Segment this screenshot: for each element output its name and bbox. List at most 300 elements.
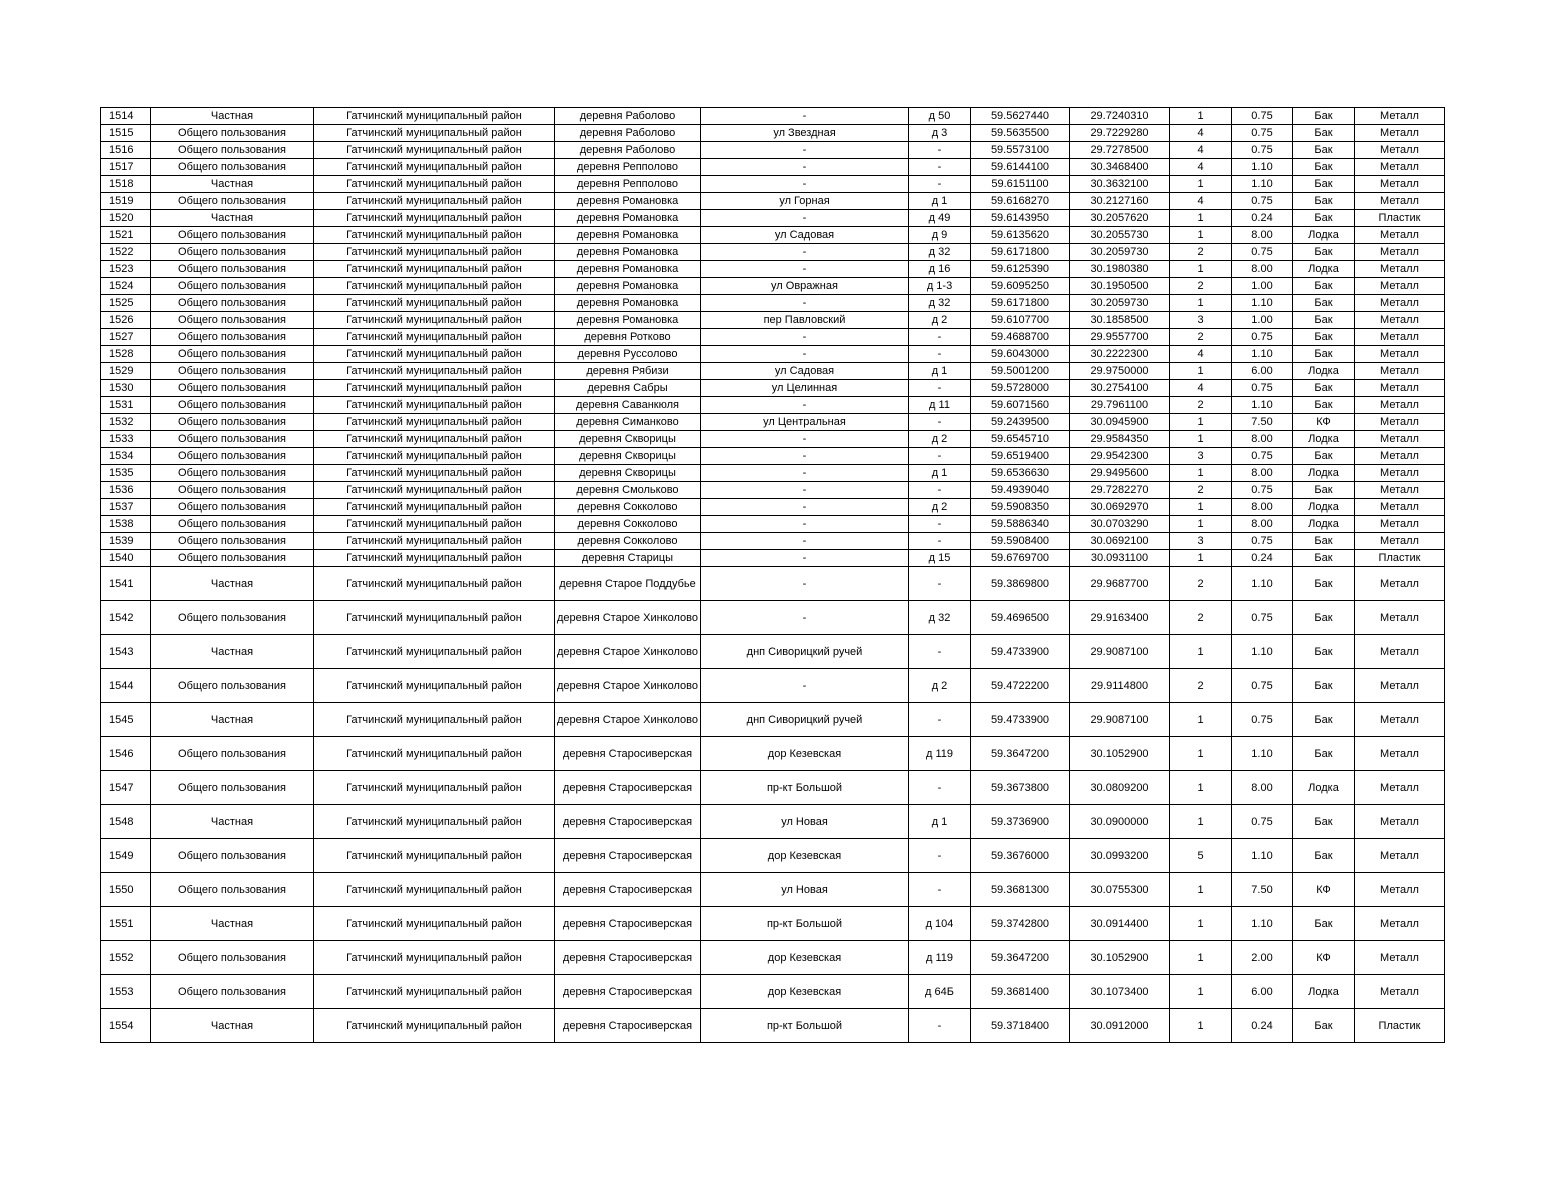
cell-settlement: деревня Старое Хинколово — [555, 601, 701, 635]
cell-container-volume: 8.00 — [1232, 261, 1293, 278]
cell-settlement: деревня Смольково — [555, 482, 701, 499]
cell-district: Гатчинский муниципальный район — [314, 567, 555, 601]
cell-ownership-type: Общего пользования — [151, 159, 314, 176]
cell-container-count: 4 — [1170, 159, 1232, 176]
cell-row-number: 1554 — [101, 1009, 151, 1043]
cell-container-count: 1 — [1170, 431, 1232, 448]
cell-ownership-type: Частная — [151, 907, 314, 941]
cell-container-type: Лодка — [1293, 261, 1355, 278]
cell-container-type: Лодка — [1293, 227, 1355, 244]
cell-row-number: 1548 — [101, 805, 151, 839]
cell-container-type: Бак — [1293, 125, 1355, 142]
table-row — [101, 482, 1445, 499]
cell-latitude: 59.6536630 — [971, 465, 1070, 482]
cell-row-number: 1531 — [101, 397, 151, 414]
cell-house-number: д 16 — [909, 261, 971, 278]
cell-longitude: 30.2127160 — [1070, 193, 1170, 210]
cell-ownership-type: Общего пользования — [151, 244, 314, 261]
cell-district: Гатчинский муниципальный район — [314, 261, 555, 278]
cell-container-volume: 6.00 — [1232, 975, 1293, 1009]
cell-longitude: 30.0931100 — [1070, 550, 1170, 567]
cell-settlement: деревня Ротково — [555, 329, 701, 346]
cell-container-type: Бак — [1293, 244, 1355, 261]
cell-ownership-type: Общего пользования — [151, 142, 314, 159]
cell-street: - — [701, 397, 909, 414]
cell-row-number: 1520 — [101, 210, 151, 227]
cell-street: ул Новая — [701, 873, 909, 907]
cell-street: - — [701, 465, 909, 482]
cell-ownership-type: Общего пользования — [151, 431, 314, 448]
cell-longitude: 30.1073400 — [1070, 975, 1170, 1009]
cell-house-number: д 2 — [909, 312, 971, 329]
cell-container-type: Бак — [1293, 737, 1355, 771]
cell-row-number: 1542 — [101, 601, 151, 635]
cell-container-volume: 0.75 — [1232, 142, 1293, 159]
cell-settlement: деревня Старое Хинколово — [555, 703, 701, 737]
cell-district: Гатчинский муниципальный район — [314, 839, 555, 873]
cell-street: ул Звездная — [701, 125, 909, 142]
cell-container-material: Металл — [1355, 839, 1445, 873]
cell-latitude: 59.3673800 — [971, 771, 1070, 805]
cell-ownership-type: Частная — [151, 108, 314, 125]
cell-container-type: Бак — [1293, 312, 1355, 329]
cell-container-count: 3 — [1170, 448, 1232, 465]
cell-house-number: д 1 — [909, 805, 971, 839]
cell-settlement: деревня Старосиверская — [555, 737, 701, 771]
cell-latitude: 59.2439500 — [971, 414, 1070, 431]
cell-house-number: д 104 — [909, 907, 971, 941]
cell-longitude: 30.1052900 — [1070, 737, 1170, 771]
cell-street: - — [701, 431, 909, 448]
cell-ownership-type: Общего пользования — [151, 975, 314, 1009]
cell-ownership-type: Общего пользования — [151, 414, 314, 431]
cell-settlement: деревня Романовка — [555, 244, 701, 261]
cell-street: - — [701, 601, 909, 635]
cell-container-count: 1 — [1170, 941, 1232, 975]
cell-row-number: 1540 — [101, 550, 151, 567]
cell-row-number: 1529 — [101, 363, 151, 380]
cell-house-number: д 1-3 — [909, 278, 971, 295]
cell-street: - — [701, 108, 909, 125]
cell-container-type: Бак — [1293, 210, 1355, 227]
cell-street: днп Сиворицкий ручей — [701, 635, 909, 669]
cell-street: пер Павловский — [701, 312, 909, 329]
cell-container-material: Металл — [1355, 516, 1445, 533]
cell-container-volume: 1.10 — [1232, 737, 1293, 771]
cell-district: Гатчинский муниципальный район — [314, 499, 555, 516]
cell-settlement: деревня Старое Хинколово — [555, 669, 701, 703]
cell-container-material: Металл — [1355, 975, 1445, 1009]
cell-row-number: 1546 — [101, 737, 151, 771]
cell-street: - — [701, 329, 909, 346]
cell-ownership-type: Частная — [151, 635, 314, 669]
table-row — [101, 465, 1445, 482]
cell-row-number: 1514 — [101, 108, 151, 125]
cell-latitude: 59.5635500 — [971, 125, 1070, 142]
cell-settlement: деревня Сокколово — [555, 516, 701, 533]
cell-house-number: - — [909, 159, 971, 176]
cell-row-number: 1545 — [101, 703, 151, 737]
cell-container-volume: 1.10 — [1232, 397, 1293, 414]
cell-district: Гатчинский муниципальный район — [314, 873, 555, 907]
cell-container-type: Лодка — [1293, 975, 1355, 1009]
table-row — [101, 176, 1445, 193]
cell-latitude: 59.5886340 — [971, 516, 1070, 533]
cell-settlement: деревня Раболово — [555, 125, 701, 142]
cell-container-material: Металл — [1355, 125, 1445, 142]
cell-longitude: 29.9542300 — [1070, 448, 1170, 465]
cell-row-number: 1534 — [101, 448, 151, 465]
cell-ownership-type: Общего пользования — [151, 941, 314, 975]
cell-house-number: д 2 — [909, 669, 971, 703]
cell-district: Гатчинский муниципальный район — [314, 176, 555, 193]
cell-row-number: 1553 — [101, 975, 151, 1009]
table-row — [101, 193, 1445, 210]
cell-longitude: 29.9687700 — [1070, 567, 1170, 601]
cell-district: Гатчинский муниципальный район — [314, 737, 555, 771]
cell-street: - — [701, 482, 909, 499]
cell-row-number: 1551 — [101, 907, 151, 941]
cell-container-type: Бак — [1293, 839, 1355, 873]
cell-row-number: 1515 — [101, 125, 151, 142]
cell-longitude: 29.9750000 — [1070, 363, 1170, 380]
cell-latitude: 59.4688700 — [971, 329, 1070, 346]
cell-container-material: Металл — [1355, 941, 1445, 975]
cell-district: Гатчинский муниципальный район — [314, 125, 555, 142]
cell-house-number: - — [909, 414, 971, 431]
table-row — [101, 669, 1445, 703]
cell-container-material: Металл — [1355, 380, 1445, 397]
cell-row-number: 1522 — [101, 244, 151, 261]
cell-longitude: 29.9495600 — [1070, 465, 1170, 482]
cell-container-count: 1 — [1170, 635, 1232, 669]
cell-container-volume: 0.75 — [1232, 601, 1293, 635]
cell-settlement: деревня Руссолово — [555, 346, 701, 363]
cell-latitude: 59.4733900 — [971, 703, 1070, 737]
cell-container-count: 2 — [1170, 567, 1232, 601]
cell-ownership-type: Общего пользования — [151, 397, 314, 414]
cell-container-type: Бак — [1293, 278, 1355, 295]
cell-container-type: Бак — [1293, 669, 1355, 703]
cell-house-number: д 119 — [909, 941, 971, 975]
cell-latitude: 59.6107700 — [971, 312, 1070, 329]
cell-district: Гатчинский муниципальный район — [314, 907, 555, 941]
cell-container-volume: 0.75 — [1232, 125, 1293, 142]
cell-container-volume: 1.10 — [1232, 176, 1293, 193]
cell-longitude: 30.2055730 — [1070, 227, 1170, 244]
cell-district: Гатчинский муниципальный район — [314, 414, 555, 431]
cell-house-number: - — [909, 635, 971, 669]
cell-street: - — [701, 159, 909, 176]
cell-row-number: 1533 — [101, 431, 151, 448]
cell-ownership-type: Общего пользования — [151, 363, 314, 380]
cell-settlement: деревня Рябизи — [555, 363, 701, 380]
cell-container-type: Лодка — [1293, 431, 1355, 448]
cell-row-number: 1543 — [101, 635, 151, 669]
cell-district: Гатчинский муниципальный район — [314, 550, 555, 567]
cell-settlement: деревня Старое Хинколово — [555, 635, 701, 669]
cell-row-number: 1525 — [101, 295, 151, 312]
cell-container-material: Металл — [1355, 329, 1445, 346]
cell-container-material: Металл — [1355, 312, 1445, 329]
cell-settlement: деревня Романовка — [555, 278, 701, 295]
cell-settlement: деревня Романовка — [555, 261, 701, 278]
cell-container-material: Пластик — [1355, 210, 1445, 227]
cell-container-type: Бак — [1293, 635, 1355, 669]
cell-street: - — [701, 567, 909, 601]
cell-container-type: Бак — [1293, 142, 1355, 159]
cell-container-volume: 7.50 — [1232, 873, 1293, 907]
cell-street: дор Кезевская — [701, 975, 909, 1009]
cell-latitude: 59.4696500 — [971, 601, 1070, 635]
table-row — [101, 975, 1445, 1009]
cell-ownership-type: Общего пользования — [151, 278, 314, 295]
cell-house-number: - — [909, 567, 971, 601]
cell-container-count: 1 — [1170, 805, 1232, 839]
cell-longitude: 30.0945900 — [1070, 414, 1170, 431]
cell-container-volume: 1.00 — [1232, 312, 1293, 329]
cell-house-number: д 64Б — [909, 975, 971, 1009]
cell-longitude: 29.9163400 — [1070, 601, 1170, 635]
cell-container-volume: 8.00 — [1232, 465, 1293, 482]
cell-street: ул Целинная — [701, 380, 909, 397]
cell-street: дор Кезевская — [701, 839, 909, 873]
cell-ownership-type: Общего пользования — [151, 499, 314, 516]
cell-house-number: д 50 — [909, 108, 971, 125]
cell-house-number: д 1 — [909, 193, 971, 210]
cell-street: - — [701, 295, 909, 312]
cell-container-material: Металл — [1355, 295, 1445, 312]
cell-container-volume: 0.75 — [1232, 703, 1293, 737]
cell-container-material: Металл — [1355, 193, 1445, 210]
cell-container-count: 4 — [1170, 380, 1232, 397]
cell-district: Гатчинский муниципальный район — [314, 159, 555, 176]
cell-latitude: 59.3676000 — [971, 839, 1070, 873]
cell-ownership-type: Частная — [151, 805, 314, 839]
cell-container-material: Металл — [1355, 771, 1445, 805]
cell-ownership-type: Общего пользования — [151, 227, 314, 244]
cell-longitude: 29.7229280 — [1070, 125, 1170, 142]
table-row — [101, 295, 1445, 312]
cell-longitude: 30.1858500 — [1070, 312, 1170, 329]
cell-container-volume: 1.10 — [1232, 635, 1293, 669]
cell-street: дор Кезевская — [701, 737, 909, 771]
cell-settlement: деревня Старосиверская — [555, 805, 701, 839]
cell-street: днп Сиворицкий ручей — [701, 703, 909, 737]
cell-container-material: Пластик — [1355, 1009, 1445, 1043]
cell-street: - — [701, 550, 909, 567]
cell-container-material: Металл — [1355, 499, 1445, 516]
table-row — [101, 703, 1445, 737]
cell-container-material: Металл — [1355, 227, 1445, 244]
cell-district: Гатчинский муниципальный район — [314, 397, 555, 414]
cell-container-count: 1 — [1170, 975, 1232, 1009]
cell-ownership-type: Общего пользования — [151, 125, 314, 142]
cell-house-number: - — [909, 482, 971, 499]
cell-latitude: 59.4733900 — [971, 635, 1070, 669]
cell-ownership-type: Общего пользования — [151, 839, 314, 873]
cell-district: Гатчинский муниципальный район — [314, 278, 555, 295]
cell-latitude: 59.6151100 — [971, 176, 1070, 193]
cell-container-type: Бак — [1293, 805, 1355, 839]
cell-latitude: 59.5001200 — [971, 363, 1070, 380]
cell-container-type: Бак — [1293, 550, 1355, 567]
cell-house-number: - — [909, 516, 971, 533]
cell-house-number: - — [909, 771, 971, 805]
cell-container-type: Бак — [1293, 397, 1355, 414]
cell-longitude: 29.9087100 — [1070, 703, 1170, 737]
cell-settlement: деревня Старое Поддубье — [555, 567, 701, 601]
cell-container-material: Металл — [1355, 873, 1445, 907]
cell-district: Гатчинский муниципальный район — [314, 346, 555, 363]
cell-ownership-type: Общего пользования — [151, 550, 314, 567]
cell-house-number: д 32 — [909, 601, 971, 635]
cell-container-material: Металл — [1355, 159, 1445, 176]
cell-latitude: 59.5627440 — [971, 108, 1070, 125]
cell-container-volume: 0.75 — [1232, 669, 1293, 703]
cell-container-count: 5 — [1170, 839, 1232, 873]
cell-settlement: деревня Скворицы — [555, 448, 701, 465]
cell-street: - — [701, 142, 909, 159]
cell-container-volume: 1.10 — [1232, 907, 1293, 941]
table-row — [101, 414, 1445, 431]
cell-longitude: 29.7282270 — [1070, 482, 1170, 499]
cell-settlement: деревня Раболово — [555, 108, 701, 125]
cell-ownership-type: Общего пользования — [151, 193, 314, 210]
cell-district: Гатчинский муниципальный район — [314, 1009, 555, 1043]
cell-row-number: 1528 — [101, 346, 151, 363]
cell-district: Гатчинский муниципальный район — [314, 448, 555, 465]
cell-house-number: - — [909, 839, 971, 873]
cell-latitude: 59.5908400 — [971, 533, 1070, 550]
cell-house-number: - — [909, 703, 971, 737]
cell-street: - — [701, 448, 909, 465]
cell-settlement: деревня Старицы — [555, 550, 701, 567]
table-row — [101, 550, 1445, 567]
cell-district: Гатчинский муниципальный район — [314, 771, 555, 805]
cell-longitude: 29.7961100 — [1070, 397, 1170, 414]
cell-longitude: 30.0755300 — [1070, 873, 1170, 907]
cell-container-material: Металл — [1355, 737, 1445, 771]
cell-settlement: деревня Старосиверская — [555, 907, 701, 941]
cell-house-number: - — [909, 329, 971, 346]
cell-settlement: деревня Сабры — [555, 380, 701, 397]
cell-container-volume: 0.75 — [1232, 108, 1293, 125]
table-row — [101, 108, 1445, 125]
cell-container-count: 2 — [1170, 482, 1232, 499]
cell-container-count: 1 — [1170, 550, 1232, 567]
cell-district: Гатчинский муниципальный район — [314, 516, 555, 533]
cell-ownership-type: Общего пользования — [151, 533, 314, 550]
cell-settlement: деревня Старосиверская — [555, 941, 701, 975]
cell-row-number: 1524 — [101, 278, 151, 295]
cell-street: ул Новая — [701, 805, 909, 839]
cell-street: пр-кт Большой — [701, 907, 909, 941]
cell-ownership-type: Частная — [151, 703, 314, 737]
cell-house-number: - — [909, 873, 971, 907]
cell-settlement: деревня Старосиверская — [555, 1009, 701, 1043]
cell-house-number: д 49 — [909, 210, 971, 227]
cell-container-material: Пластик — [1355, 550, 1445, 567]
cell-longitude: 29.9557700 — [1070, 329, 1170, 346]
cell-container-type: Бак — [1293, 482, 1355, 499]
cell-container-count: 1 — [1170, 907, 1232, 941]
cell-container-volume: 0.75 — [1232, 329, 1293, 346]
data-table — [100, 107, 1445, 1043]
cell-ownership-type: Общего пользования — [151, 669, 314, 703]
cell-ownership-type: Общего пользования — [151, 261, 314, 278]
cell-container-type: Бак — [1293, 907, 1355, 941]
cell-district: Гатчинский муниципальный район — [314, 295, 555, 312]
table-row — [101, 397, 1445, 414]
table-row — [101, 873, 1445, 907]
cell-container-volume: 8.00 — [1232, 516, 1293, 533]
cell-settlement: деревня Сокколово — [555, 499, 701, 516]
cell-district: Гатчинский муниципальный район — [314, 533, 555, 550]
cell-longitude: 30.3632100 — [1070, 176, 1170, 193]
cell-container-material: Металл — [1355, 601, 1445, 635]
cell-latitude: 59.3681300 — [971, 873, 1070, 907]
cell-longitude: 30.0692100 — [1070, 533, 1170, 550]
cell-house-number: - — [909, 176, 971, 193]
cell-container-count: 4 — [1170, 346, 1232, 363]
cell-container-type: КФ — [1293, 414, 1355, 431]
cell-container-material: Металл — [1355, 278, 1445, 295]
cell-longitude: 30.2059730 — [1070, 244, 1170, 261]
cell-house-number: - — [909, 380, 971, 397]
cell-container-count: 1 — [1170, 227, 1232, 244]
cell-container-count: 4 — [1170, 142, 1232, 159]
cell-house-number: - — [909, 346, 971, 363]
cell-container-count: 1 — [1170, 363, 1232, 380]
cell-settlement: деревня Романовка — [555, 295, 701, 312]
cell-container-count: 1 — [1170, 737, 1232, 771]
cell-street: - — [701, 499, 909, 516]
cell-container-type: Бак — [1293, 108, 1355, 125]
cell-row-number: 1517 — [101, 159, 151, 176]
cell-ownership-type: Общего пользования — [151, 312, 314, 329]
cell-container-volume: 8.00 — [1232, 499, 1293, 516]
cell-settlement: деревня Романовка — [555, 312, 701, 329]
table-row — [101, 1009, 1445, 1043]
cell-container-type: Бак — [1293, 295, 1355, 312]
cell-container-material: Металл — [1355, 669, 1445, 703]
cell-latitude: 59.3742800 — [971, 907, 1070, 941]
cell-street: - — [701, 533, 909, 550]
table-row — [101, 805, 1445, 839]
cell-container-volume: 1.10 — [1232, 159, 1293, 176]
cell-container-volume: 0.24 — [1232, 210, 1293, 227]
cell-longitude: 30.0900000 — [1070, 805, 1170, 839]
cell-ownership-type: Общего пользования — [151, 329, 314, 346]
table-row — [101, 142, 1445, 159]
cell-latitude: 59.3647200 — [971, 737, 1070, 771]
cell-ownership-type: Частная — [151, 176, 314, 193]
cell-container-type: Бак — [1293, 159, 1355, 176]
cell-latitude: 59.3681400 — [971, 975, 1070, 1009]
cell-district: Гатчинский муниципальный район — [314, 227, 555, 244]
cell-ownership-type: Общего пользования — [151, 516, 314, 533]
cell-latitude: 59.6171800 — [971, 244, 1070, 261]
table-row — [101, 907, 1445, 941]
cell-longitude: 30.0692970 — [1070, 499, 1170, 516]
cell-street: дор Кезевская — [701, 941, 909, 975]
cell-container-type: Бак — [1293, 533, 1355, 550]
cell-container-count: 2 — [1170, 278, 1232, 295]
cell-container-volume: 0.75 — [1232, 533, 1293, 550]
cell-container-type: Бак — [1293, 1009, 1355, 1043]
cell-house-number: - — [909, 448, 971, 465]
